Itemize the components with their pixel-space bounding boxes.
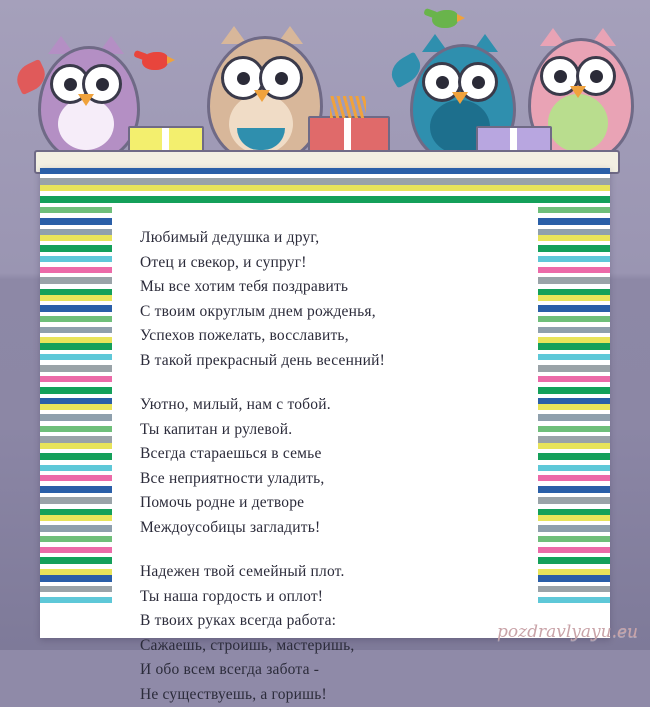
owl-belly [548, 94, 608, 152]
poem-text [112, 204, 538, 624]
text-panel [112, 204, 538, 624]
bird-tail [423, 8, 439, 19]
poem-stanza [140, 393, 512, 540]
poem-stanza [140, 226, 512, 373]
poem-line: Все неприятности уладить, [140, 467, 512, 492]
poem-line: Ты капитан и рулевой. [140, 418, 512, 443]
bird-tail [133, 50, 149, 61]
poem-line: В такой прекрасный день весенний! [140, 349, 512, 374]
poem-line: Любимый дедушка и друг, [140, 226, 512, 251]
bird-beak [167, 56, 175, 64]
bird-beak [457, 14, 465, 22]
poem-line: Помочь родне и детворе [140, 491, 512, 516]
poem-line: Ты наша гордость и оплот! [140, 585, 512, 610]
owl-beak [570, 86, 586, 98]
poem-line: Междоусобицы загладить! [140, 516, 512, 541]
poem-line: Мы все хотим тебя поздравить [140, 275, 512, 300]
poem-line: С твоим округлым днем рожденья, [140, 300, 512, 325]
poem-line: Всегда стараешься в семье [140, 442, 512, 467]
owl-beak [254, 90, 270, 102]
bird-red [140, 48, 174, 74]
owl-purple [38, 46, 134, 156]
poem-line: Успехов пожелать, восславить, [140, 324, 512, 349]
poem-line: Надежен твой семейный плот. [140, 560, 512, 585]
poem-stanza [140, 560, 512, 707]
poem-line: И обо всем всегда забота - [140, 658, 512, 683]
owl-beak [452, 92, 468, 104]
poem-line: Отец и свекор, и супруг! [140, 251, 512, 276]
poem-line: Не существуешь, а горишь! [140, 683, 512, 707]
owl-tan [207, 36, 317, 158]
bird-green [430, 6, 464, 32]
watermark: pozdravlyayu.eu [497, 622, 638, 642]
poem-line: Уютно, милый, нам с тобой. [140, 393, 512, 418]
striped-board [40, 168, 610, 638]
poem-line: Сажаешь, строишь, мастеришь, [140, 634, 512, 659]
owl-beak [78, 94, 94, 106]
poem-line: В твоих руках всегда работа: [140, 609, 512, 634]
gift-bow [330, 96, 366, 118]
